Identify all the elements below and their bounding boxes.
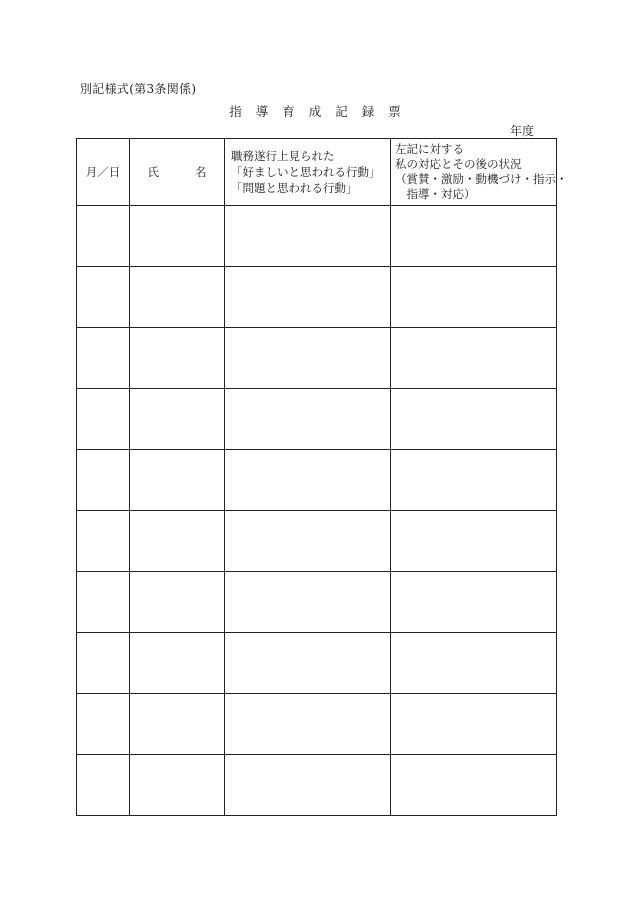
- date-cell[interactable]: [77, 755, 130, 816]
- behavior-cell[interactable]: [225, 267, 391, 328]
- date-column-header: [77, 139, 130, 206]
- name-header-part1: 氏: [147, 165, 159, 179]
- name-cell[interactable]: [130, 694, 225, 755]
- response-cell[interactable]: [391, 328, 557, 389]
- name-cell[interactable]: [130, 633, 225, 694]
- response-header-line: 左記に対する: [395, 142, 464, 156]
- title-char: 指: [229, 104, 242, 119]
- record-row: [77, 267, 557, 328]
- behavior-header-line: 「問題と思われる行動」: [231, 181, 358, 195]
- name-cell[interactable]: [130, 267, 225, 328]
- fiscal-year-label: 年度: [510, 124, 535, 138]
- response-cell[interactable]: [391, 755, 557, 816]
- name-cell[interactable]: [130, 755, 225, 816]
- behavior-cell[interactable]: [225, 328, 391, 389]
- title-char: 導: [255, 104, 269, 119]
- title-char: 記: [335, 104, 348, 119]
- record-row: [77, 328, 557, 389]
- response-header-line: （賞賛・激励・動機づけ・指示・: [395, 172, 568, 186]
- behavior-cell[interactable]: [225, 206, 391, 267]
- guidance-record-table: [76, 138, 568, 816]
- record-body: [77, 206, 557, 816]
- date-cell[interactable]: [77, 511, 130, 572]
- record-row: [77, 572, 557, 633]
- behavior-cell[interactable]: [225, 450, 391, 511]
- date-cell[interactable]: [77, 450, 130, 511]
- title-char: 育: [282, 104, 295, 119]
- response-cell[interactable]: [391, 694, 557, 755]
- response-cell[interactable]: [391, 206, 557, 267]
- record-row: [77, 389, 557, 450]
- response-cell[interactable]: [391, 511, 557, 572]
- date-cell[interactable]: [77, 328, 130, 389]
- behavior-cell[interactable]: [225, 389, 391, 450]
- record-row: [77, 755, 557, 816]
- record-row: [77, 633, 557, 694]
- title-char: 録: [361, 104, 375, 119]
- name-cell[interactable]: [130, 389, 225, 450]
- response-header-line: 私の対応とその後の状況: [395, 157, 522, 171]
- behavior-cell[interactable]: [225, 755, 391, 816]
- behavior-header-line: 職務遂行上見られた: [231, 149, 335, 163]
- name-cell[interactable]: [130, 511, 225, 572]
- behavior-cell[interactable]: [225, 511, 391, 572]
- date-cell[interactable]: [77, 572, 130, 633]
- behavior-cell[interactable]: [225, 694, 391, 755]
- form-label: 別記様式(第3条関係): [80, 82, 197, 96]
- behavior-cell[interactable]: [225, 572, 391, 633]
- title-char: 票: [388, 104, 401, 119]
- record-row: [77, 511, 557, 572]
- header-row: [77, 139, 557, 206]
- response-cell[interactable]: [391, 389, 557, 450]
- date-cell[interactable]: [77, 206, 130, 267]
- document-title: [0, 102, 630, 120]
- response-column-header: [391, 139, 568, 206]
- date-cell[interactable]: [77, 633, 130, 694]
- date-cell[interactable]: [77, 694, 130, 755]
- record-row: [77, 206, 557, 267]
- record-row: [77, 694, 557, 755]
- response-cell[interactable]: [391, 450, 557, 511]
- name-header-part2: 名: [195, 165, 207, 179]
- behavior-cell[interactable]: [225, 633, 391, 694]
- name-column-header: [130, 139, 225, 206]
- date-cell[interactable]: [77, 389, 130, 450]
- response-header-line: 指導・対応）: [395, 187, 476, 201]
- name-cell[interactable]: [130, 328, 225, 389]
- name-cell[interactable]: [130, 206, 225, 267]
- title-char: 成: [308, 104, 322, 119]
- name-cell[interactable]: [130, 572, 225, 633]
- date-cell[interactable]: [77, 267, 130, 328]
- response-cell[interactable]: [391, 572, 557, 633]
- name-cell[interactable]: [130, 450, 225, 511]
- response-cell[interactable]: [391, 633, 557, 694]
- behavior-column-header: [225, 139, 391, 206]
- response-cell[interactable]: [391, 267, 557, 328]
- behavior-header-line: 「好ましいと思われる行動」: [231, 165, 381, 179]
- date-header-label: 月／日: [85, 165, 121, 179]
- record-row: [77, 450, 557, 511]
